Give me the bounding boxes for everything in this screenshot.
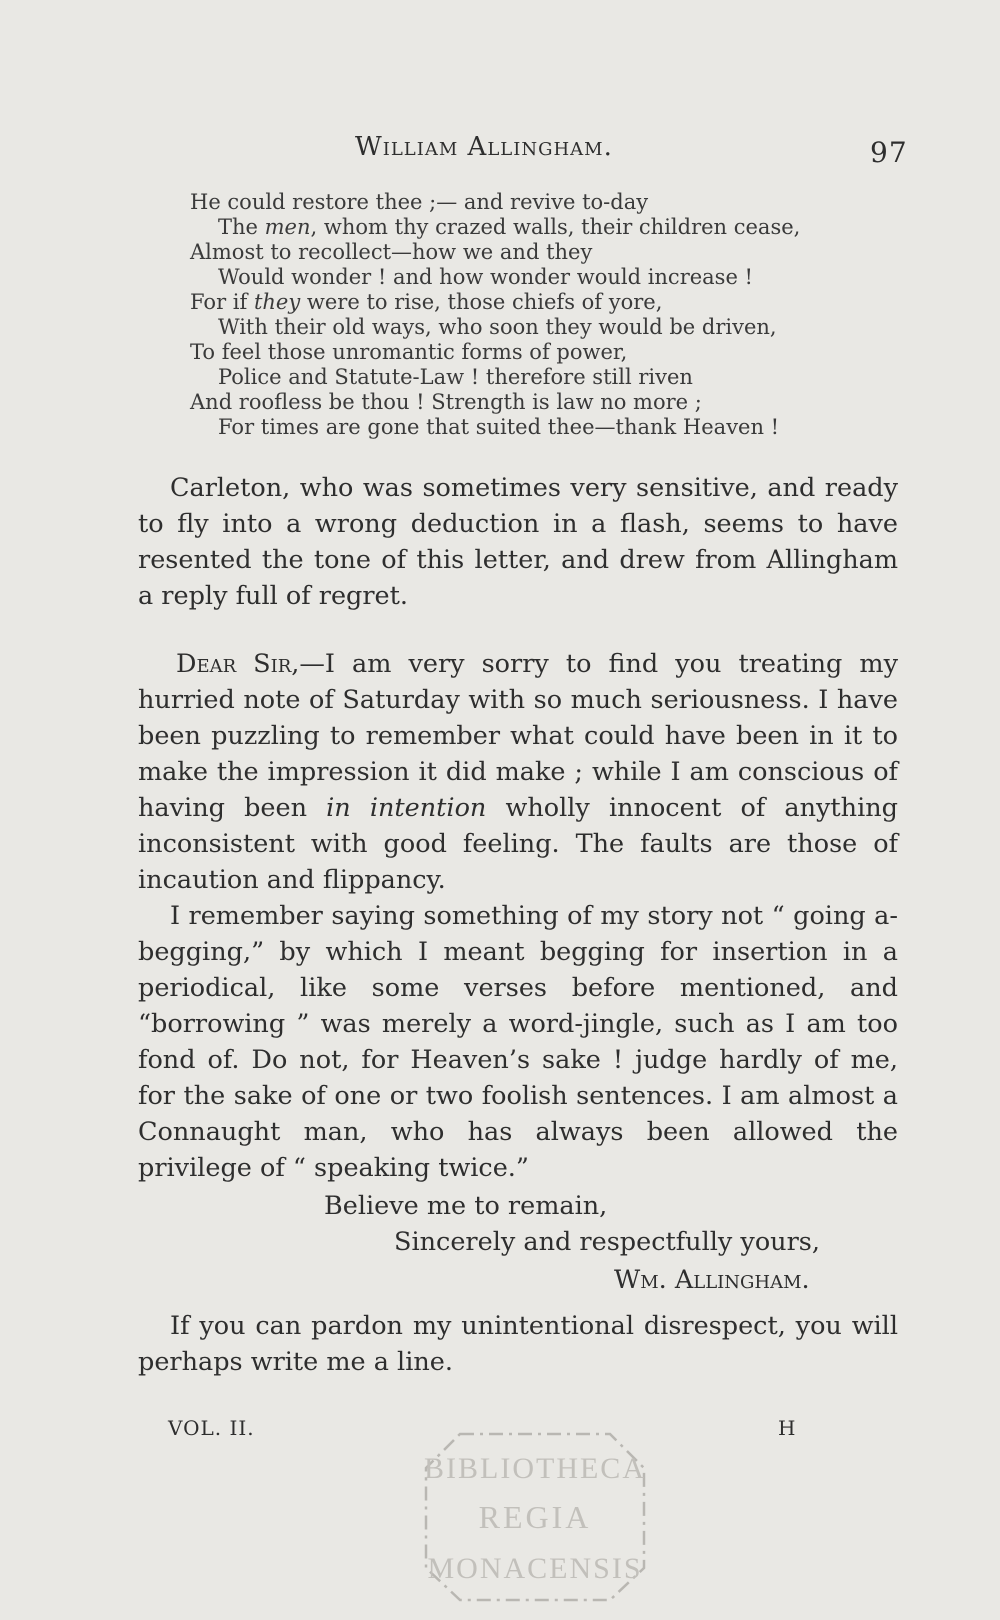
signature: Wm. Allingham. (614, 1265, 810, 1295)
poem-block (190, 190, 870, 440)
poem-line: He could restore thee ;— and revive to-day (190, 190, 649, 214)
postscript-paragraph (138, 1308, 898, 1380)
poem-line: And roofless be thou ! Strength is law no more ; (190, 390, 702, 414)
closing-line: Sincerely and respectfully yours, (394, 1227, 820, 1257)
letter-paragraph-1: Dear Sir,—I am very sorry to find you treating my hurried note of Saturday with so much seriousness. I have been puzzling to remember what could have been in it to make the impression it did make ; while I am conscious of having been in intention wholly innocent of anything inconsistent with good feeling. The faults are those of incaution and flippancy. (138, 649, 899, 895)
poem-line: For if they were to rise, those chiefs of yore, (190, 290, 663, 314)
letter-salutation: Dear Sir, (176, 649, 300, 679)
poem-line: Would wonder ! and how wonder would increase ! (218, 265, 753, 289)
signature-mark: H (778, 1416, 797, 1440)
running-head: William Allingham. (355, 132, 613, 162)
closing-line: Believe me to remain, (324, 1191, 608, 1221)
poem-line: Almost to recollect—how we and they (190, 240, 593, 264)
library-stamp (420, 1428, 650, 1606)
stamp-icon (420, 1428, 650, 1606)
postscript: If you can pardon my unintentional disrespect, you will perhaps write me a line. (138, 1311, 898, 1377)
poem-line: For times are gone that suited thee—thank Heaven ! (218, 415, 780, 439)
volume-label: VOL. II. (168, 1416, 255, 1440)
emphasis: in intention (326, 793, 487, 823)
poem-line: To feel those unromantic forms of power, (190, 340, 628, 364)
poem-line: Police and Statute-Law ! therefore still riven (218, 365, 693, 389)
stamp-line-2: REGIA (478, 1499, 592, 1535)
poem-line: The men, whom thy crazed walls, their children cease, (218, 215, 801, 239)
stamp-line-1: BIBLIOTHECA (424, 1452, 646, 1485)
letter-body (138, 646, 898, 1186)
page-number: 97 (870, 136, 908, 169)
carleton-paragraph: Carleton, who was sometimes very sensitive, and ready to fly into a wrong deduction in a flash, seems to have resented the tone of this letter, and drew from Allingham a reply full of regret. (138, 473, 898, 611)
stamp-line-3: MONACENSIS (427, 1552, 643, 1585)
narrative-paragraph (138, 470, 898, 614)
poem-line: With their old ways, who soon they would be driven, (218, 315, 777, 339)
letter-paragraph-2: I remember saying something of my story not “ going a-begging,” by which I meant begging for insertion in a periodical, like some verses before mentioned, and “borrowing ” was merely a word-jingle, such as I am too fond of. Do not, for Heaven’s sake ! judge hardly of me, for the sake of one or two foolish sentences. I am almost a Connaught man, who has always been allowed the privilege of “ speaking twice.” (138, 901, 898, 1183)
